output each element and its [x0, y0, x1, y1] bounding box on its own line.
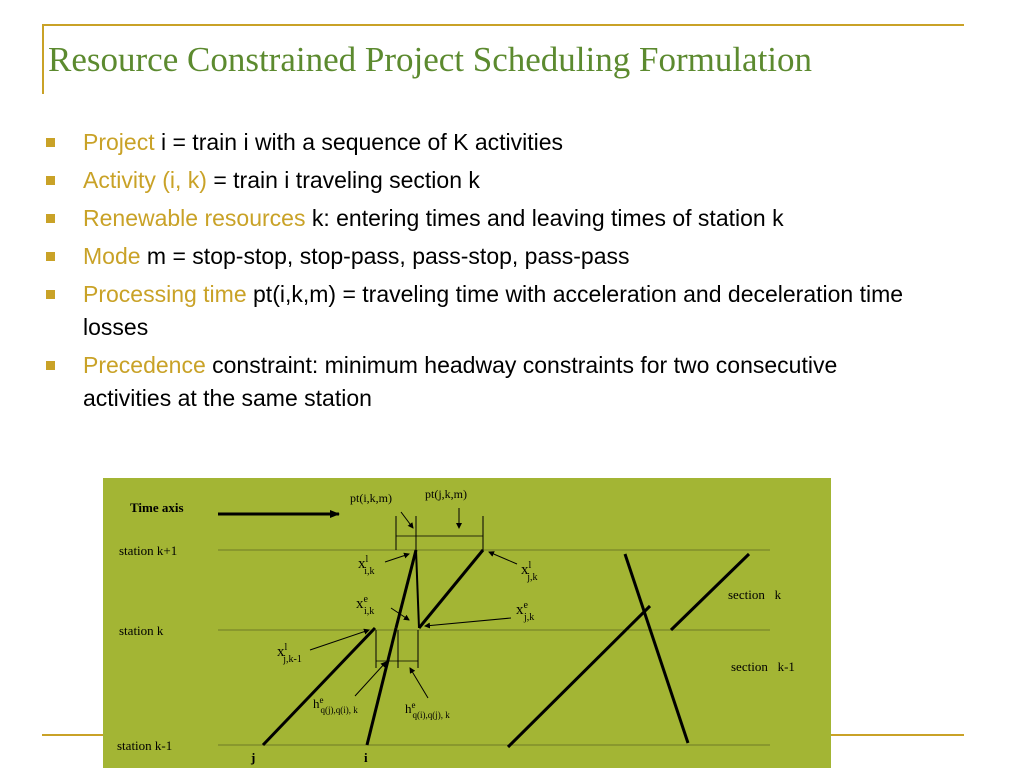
section-k-label: section k — [728, 587, 782, 602]
left-rule — [42, 24, 44, 94]
bullet-keyword: Processing time — [83, 281, 247, 307]
x-l-jk1-pointer — [310, 630, 369, 650]
train-j-label: j — [251, 750, 256, 765]
bullet-text: m = stop-stop, stop-pass, pass-stop, pass-pass — [140, 243, 630, 269]
x-e-jk-label: $x^e$ j,k — [516, 600, 535, 623]
bullet-item — [44, 278, 924, 344]
pt-i-label: pt(i,k,m) — [350, 491, 392, 505]
x-l-ik-label: $x^l$ i,k — [358, 554, 375, 577]
bullet-text: constraint: minimum headway constraints for two consecutive activities at the same station — [83, 352, 838, 411]
bullet-square-icon — [46, 361, 55, 370]
h-e-ij-label: $h^e$ q(i),q(j), k — [405, 700, 450, 720]
scheduling-diagram — [103, 478, 831, 768]
bullet-item — [44, 126, 924, 159]
bullet-keyword: Activity (i, k) — [83, 167, 207, 193]
bullet-keyword: Renewable resources — [83, 205, 306, 231]
bullet-item — [44, 202, 924, 235]
bullet-square-icon — [46, 176, 55, 185]
section-k1-label: section k-1 — [731, 659, 795, 674]
bullet-text: = train i traveling section k — [206, 167, 480, 193]
bullet-item — [44, 349, 924, 415]
bullet-item — [44, 164, 924, 197]
x-l-ik-pointer — [385, 554, 409, 562]
bullet-square-icon — [46, 290, 55, 299]
train-i-dwell — [416, 550, 419, 628]
h-e-ij-pointer — [410, 668, 428, 698]
h-e-ji-label: $h^e$ q(j),q(i), k — [313, 695, 358, 715]
train-i-path-upper — [396, 550, 416, 628]
bullet-square-icon — [46, 138, 55, 147]
station-k-label: station k — [119, 623, 164, 638]
train-a-path — [625, 554, 688, 743]
station-k-plus-1-label: station k+1 — [119, 543, 178, 558]
bullet-item — [44, 240, 924, 273]
train-b-path-lower — [508, 606, 650, 747]
bullet-keyword: Mode — [83, 243, 141, 269]
time-axis-label: Time axis — [130, 500, 184, 515]
bullet-keyword: Project — [83, 129, 155, 155]
x-e-ik-label: $x^e$ i,k — [356, 594, 375, 617]
x-l-jk-label: $x^l$ j,k — [521, 560, 538, 583]
bullet-keyword: Precedence — [83, 352, 206, 378]
x-l-jk1-label: $x^l$ j,k-1 — [277, 642, 302, 665]
bullet-square-icon — [46, 252, 55, 261]
pt-j-label: pt(j,k,m) — [425, 487, 467, 501]
bullet-text: i = train i with a sequence of K activities — [154, 129, 564, 155]
x-e-jk-pointer — [425, 618, 511, 626]
bullet-square-icon — [46, 214, 55, 223]
station-k-minus-1-label: station k-1 — [117, 738, 173, 753]
top-rule — [42, 24, 964, 26]
slide-title: Resource Constrained Project Scheduling Formulation — [48, 40, 813, 79]
train-i-path-lower — [367, 628, 396, 745]
x-l-jk-pointer — [489, 552, 517, 564]
bullet-text: k: entering times and leaving times of station k — [305, 205, 784, 231]
pt-i-pointer — [401, 512, 413, 528]
bullet-list — [44, 126, 924, 420]
bullet-text: pt(i,k,m) = traveling time with acceleration and deceleration time losses — [83, 281, 904, 340]
diagram-canvas — [103, 478, 831, 768]
train-i-label: i — [364, 750, 368, 765]
train-j-path-upper — [419, 550, 483, 628]
